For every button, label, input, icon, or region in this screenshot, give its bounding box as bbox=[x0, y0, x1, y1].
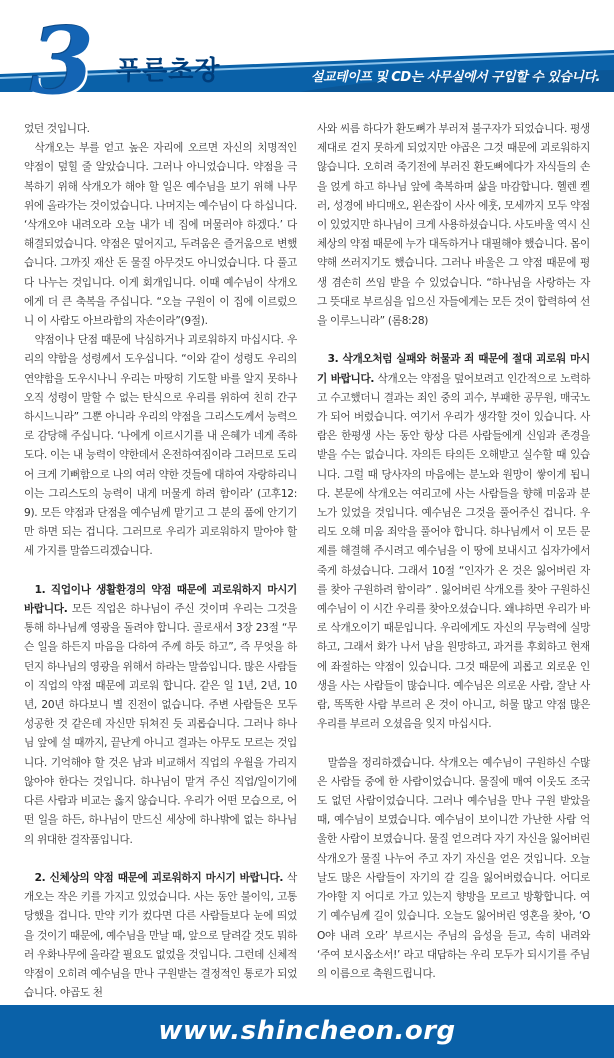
paragraph: 었던 것입니다. bbox=[24, 123, 90, 135]
page-footer bbox=[0, 1005, 614, 1058]
point-text: 삭개오는 약점을 덮어보려고 인간적으로 노력하고 수고했더니 결과는 죄인 중의 괴수, 부패한 공무원, 매국노가 되어 버렸습니다. 여기서 우리가 생각할 것이 있습니다. 사람은 한평생 사는 동안 항상 다른 사람들에게 신임과 존경을 받을 수는 없습니다. 자의든 타의든 오해받고 실수할 때 있습니다. 그럴 때 당사자의 마음에는 분노와 원망이 쌓이게 됩니다. 본문에 삭개오는 여리고에 사는 사람들을 향해 미움과 분노가 있었을 것입니다. 예수님은 그것을 풀어주신 겁니다. 우리도 오해 미움 죄악을 풀어야 합니다. 하나님께서 이 모든 문제를 해결해 주시려고 예수님을 이 땅에 보내시고 십자가에서 죽게 하셨습니다. 그래서 10절 “인자가 온 것은 잃어버린 자를 찾아 구원하려 함이라” . 잃어버린 삭개오를 찾아 구원하신 예수님이 이 시간 우리를 찾아오셨습니다. 왜냐하면 우리가 바로 삭개오이기 때문입니다. 우리에게도 자신의 무능력에 실망하고, 그래서 화가 나서 남을 원망하고, 과거를 후회하고 현재에 좌절하는 약점이 있습니다. 그것 때문에 괴롭고 외로운 인생을 사는 사람들이 많습니다. 예수님은 의로운 사람, 잘난 사람, 똑똑한 사람 부르러 온 것이 아니고, 허물 많고 약점 많은 우리를 부르러 오셨음을 잊지 마십시다. bbox=[317, 372, 590, 731]
paragraph: 삭개오는 부를 얻고 높은 자리에 오르면 자신의 치명적인 약점이 덮힐 줄 알았습니다. 그러나 아니었습니다. 약점을 극복하기 위해 삭개오가 해야 할 일은 예수님을 보기 위해 나무위에 올라가는 것이었습니다. 나머지는 예수님이 다 하십니다. ‘삭개오야 내려오라 오늘 내가 네 집에 머물러야 하겠다.’ 다 해결되었습니다. 약점은 덮어지고, 두려움은 즐거움으로 변했습니다. 그까짓 재산 돈 물질 아무것도 아니었습니다. 다 풀고 다 나누는 것입니다. 이게 회개입니다. 이때 예수님이 삭개오에게 더 큰 축복을 주십니다. “오늘 구원이 이 집에 이르렀으니 이 사람도 아브라함의 자손이라”(9절). bbox=[24, 142, 297, 328]
paragraph: 사와 씨름 하다가 환도뼈가 부러져 불구자가 되었습니다. 평생 제대로 걷지 못하게 되었지만 야곱은 그것 때문에 괴로워하지 않습니다. 오히려 죽기전에 부러진 환도뼈에다가 자식들의 손을 얹게 하고 하나님 앞에 축복하며 삶을 마감합니다. 헬렌 켈러, 성경에 바디매오, 왼손잡이 사사 에훗, 모세까지 모두 약점이 있었지만 하나님이 크게 사용하셨습니다. 사도바울 역시 신체상의 약점 때문에 누가 대독하거나 대필해야 했습니다. 몸이 약해 쓰러지기도 했습니다. 그러나 바울은 그 약점 때문에 평생 겸손히 쓰임 받을 수 있었습니다. “하나님을 사랑하는 자 그 뜻대로 부르심을 입으신 자들에게는 모든 것이 합력하여 선을 이루느니라” (롬8:28) bbox=[317, 123, 590, 328]
sermon-body bbox=[24, 120, 590, 1000]
section-title: 푸른초장 bbox=[116, 56, 221, 86]
website-link[interactable]: www.shincheon.org bbox=[158, 1016, 456, 1046]
point-paragraph bbox=[24, 869, 297, 1003]
paragraph-spacer bbox=[24, 850, 297, 869]
point-paragraph bbox=[24, 581, 297, 850]
point-heading: 2. 신체상의 약점 때문에 괴로워하지 마시기 바랍니다. bbox=[34, 871, 284, 884]
paragraph-spacer bbox=[317, 734, 590, 753]
point-text: 모든 직업은 하나님이 주신 것이며 우리는 그것을 통해 하나님께 영광을 돌려야 합니다. 골로새서 3장 23절 “무슨 일을 하든지 마음을 다하여 주께 하듯 하고”, 즉 무엇을 하던지 하나님의 영광을 위해서 하라는 말씀입니다. 많은 사람들이 직업의 약점 때문에 괴로워 합니다. 같은 일 1년, 2년, 10년, 20년 하다보니 별 진전이 없습니다. 주변 사람들은 모두 성공한 것 같은데 자신만 뒤쳐진 듯 괴롭습니다. 그러나 하나님 앞에 설 때까지, 끝난게 아니고 결과는 아무도 모르는 것입니다. 기억해야 할 것은 남과 비교해서 직업의 우월을 가리지 않아야 한다는 것입니다. 하나님이 맡겨 주신 직업/일이기에 다른 사람과 비교는 옳지 않습니다. 우리가 어떤 모습으로, 어떤 일을 하든, 하나님이 만드신 세상에 하나밖에 없는 하나님의 위대한 걸작품입니다. bbox=[24, 603, 297, 846]
right-column bbox=[317, 120, 590, 984]
paragraph: 약점이나 단점 때문에 낙심하거나 괴로워하지 마십시다. 우리의 약함을 성령께서 도우십니다. “이와 같이 성령도 우리의 연약함을 도우시나니 우리는 마땅히 기도할 바를 알지 못하나 오직 성령이 말할 수 없는 탄식으로 우리를 위하여 친히 간구하시느니라” 그뿐 아니라 우리의 약점을 그리스도께서 능력으로 감당해 주십니다. ‘나에게 이르시기를 내 은혜가 네게 족하도다. 이는 내 능력이 약한데서 온전하여짐이라 그러므로 도리어 크게 기뻐함으로 나의 여러 약한 것들에 대하여 자랑하리니 이는 그리스도의 능력이 내게 머물게 하려 함이라’ (고후12:9). 모든 약점과 단점을 예수님께 맡기고 그 분의 품에 안기기만 하면 되는 겁니다. 그러므로 우리가 괴로워하지 말아야 할 세 가지를 말씀드리겠습니다. bbox=[24, 334, 297, 558]
point-text: 삭개오는 작은 키를 가지고 있었습니다. 사는 동안 불이익, 고통 당했을 겁니다. 만약 키가 컸다면 다른 사람들보다 눈에 띄었을 것이기 때문에, 예수님을 만날 때, 앞으로 달려갈 것도 뭐하러 우화나무에 올라갈 필요도 없었을 것입니다. 그런데 신체적 약점이 오히려 예수님을 만나 구원받는 결정적인 통로가 되었습니다. 야곱도 천 bbox=[24, 871, 297, 1000]
paragraph-spacer bbox=[24, 562, 297, 581]
purchase-notice: 설교테이프 및 CD는 사무실에서 구입할 수 있습니다. bbox=[310, 70, 600, 85]
point-heading: 3. 삭개오처럼 실패와 허물과 죄 때문에 절대 괴로워 마시기 바랍니다. bbox=[317, 353, 590, 385]
left-column bbox=[24, 120, 297, 1003]
point-paragraph bbox=[317, 350, 590, 734]
page-header bbox=[0, 0, 614, 115]
paragraph-spacer bbox=[317, 331, 590, 350]
point-heading: 1. 직업이나 생활환경의 약점 때문에 괴로워하지 마시기 바랍니다. bbox=[24, 583, 297, 616]
paragraph: 말씀을 정리하겠습니다. 삭개오는 예수님이 구원하신 수많은 사람들 중에 한 사람이었습니다. 물질에 매여 이웃도 조국도 없던 사람이었습니다. 그러나 예수님을 만나 구원 받았을 때, 예수님이 보였습니다. 예수님이 보이니깐 가난한 사람 억울한 사람이 보였습니다. 물질 얻으려다 자기 자신을 잃어버린 삭개오가 물질 나누어 주고 자기 자신을 얻은 것입니다. 오늘날도 많은 사람들이 자기의 갈 길을 잃어버렸습니다. 어디로 가야할 지 어디로 가고 있는지 향방을 모르고 방황합니다. 여기 예수님께 길이 있습니다. 오늘도 잃어버린 영혼을 찾아, ‘OO야 내려 오라’ 부르시는 주님의 음성을 듣고, 속히 내려와 ‘주여 보시옵소서!’ 라고 대답하는 우리 모두가 되시기를 주님의 이름으로 축원드립니다. bbox=[317, 756, 590, 980]
section-number: 3 bbox=[30, 7, 95, 115]
